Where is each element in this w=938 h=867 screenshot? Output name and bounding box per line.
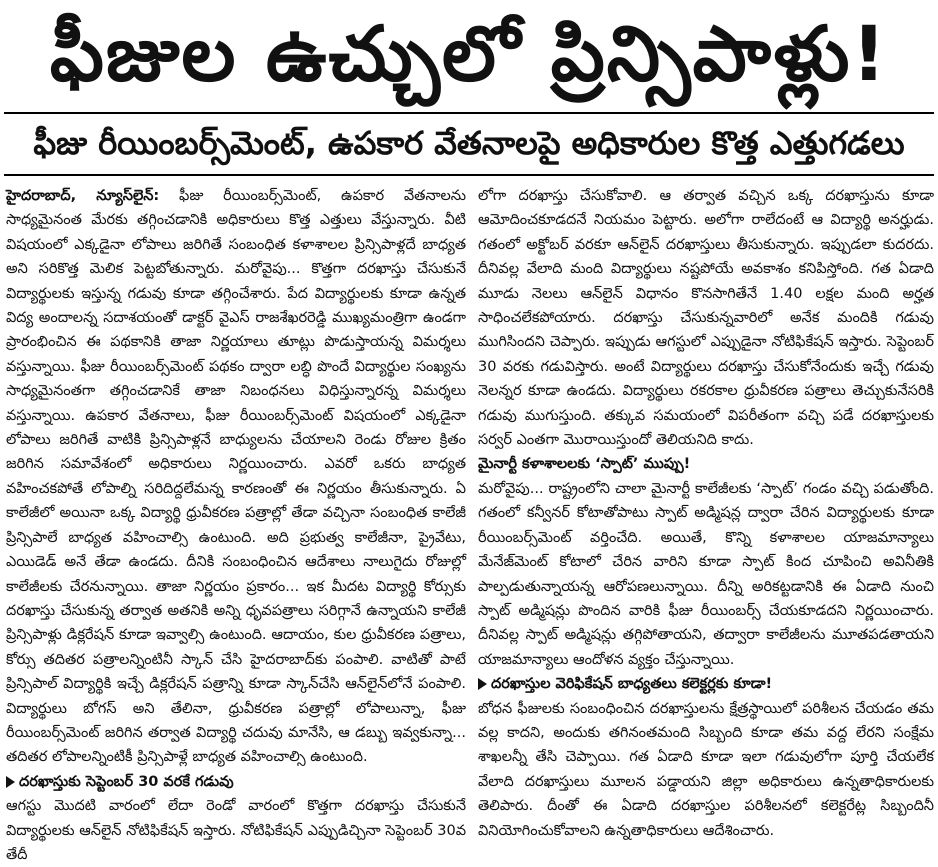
paragraph-continuation: లోగా దరఖాస్తు చేసుకోవాలి. ఆ తర్వాత వచ్చిన ఒక్క దరఖాస్తును కూడా ఆమోదించకూడదనే నియమం పెట్టారు. అలోగా రాలేదంటే ఆ విద్యార్థి అనర్హుడు. గతంలో అక్టోబర్ వరకూ ఆన్‌లైన్ దరఖాస్తులు తీసుకున్నారు. ఇప్పుడలా కుదరదు. దీనివల్ల వేలాది మంది విద్యార్థులు నష్టపోయే అవకాశం కనిపిస్తోంది. గత ఏడాది మూడు నెలలు ఆన్‌లైన్ విధానం కొనసాగితేనే 1.40 లక్షల మంది అర్హత సాధించలేకపోయారు. దరఖాస్తు చేసుకున్నవారిలో అనేక మందికి గడువు ముగిసిందని చెప్పారు. ఇప్పుడు ఆగస్టులో ఎప్పుడైనా నోటిఫికేషన్ ఇస్తారు. సెప్టెంబర్ 30 వరకు గడువిస్తారు. అంటే విద్యార్థులు దరఖాస్తు చేసుకోనేందుకు ఇచ్చే గడువు నెలన్నర కూడా ఉండదు. విద్యార్థులు రకరకాల ధ్రువీకరణ పత్రాలు తెచ్చుకునేసరికి గడువు ముగుస్తుంది. తక్కువ సమయంలో విపరీతంగా వచ్చి పడే దరఖాస్తులకు సర్వర్ ఎంతగా మొరాయిస్తుందో తెలియనిది కాదు. [478, 188, 934, 449]
subheadline: ఫీజు రీయింబర్స్‌మెంట్, ఉపకార వేతనాలపై అధికారుల కొత్త ఎత్తుగడలు [33, 124, 905, 162]
paragraph-deadline: ఆగస్టు మొదటి వారంలో లేదా రెండో వారంలో కొత్తగా దరఖాస్తు చేసుకునే విద్యార్థులకు ఆన్‌లైన్ నోటిఫికేషన్ ఇస్తారు. నోటిఫికేషన్ ఎప్పుడిచ్చినా సెప్టెంబర్ 30వ తేదీ [6, 798, 466, 863]
section-heading-verification [478, 672, 934, 696]
subheadline-divider [4, 174, 934, 176]
paragraph-minority: మరోవైపు... రాష్ట్రంలోని చాలా మైనార్టీ కాలేజీలకు ‘స్పాట్’ గండం వచ్చి పడుతోంది. గతంలో కన్వీనర్ కోటాతోపాటు స్పాట్ అడ్మిషన్ల ద్వారా చేరిన విద్యార్థులకు కూడా రీయింబర్స్‌మెంట్ వర్తించేది. అయితే, కొన్ని కళాశాలల యాజమాన్యాలు మేనేజ్‌మెంట్ కోటాలో చేరిన వారిని కూడా స్పాట్ కింద చూపించి అవినీతికి పాల్పడుతున్నాయన్న ఆరోపణలున్నాయి. దీన్ని అరికట్టడానికి ఈ ఏడాది నుంచి స్పాట్ అడ్మిషన్లు పొందిన వారికి ఫీజు రీయింబర్స్ చేయకూడదని నిర్ణయించారు. దీనివల్ల స్పాట్ అడ్మిషన్లు తగ్గిపోతాయని, తద్వారా కాలేజీలను మూతపడతాయని యాజమాన్యాలు ఆందోళన వ్యక్తం చేస్తున్నాయి. [478, 480, 934, 668]
triangle-bullet-icon [478, 678, 487, 690]
section-heading-verification-text: దరఖాస్తుల వెరిఫికేషన్ బాధ్యతలు కలెక్టర్లకు కూడా! [491, 676, 773, 693]
dateline: హైదరాబాద్, న్యూస్‌లైన్: [6, 188, 160, 204]
paragraph-intro-text: ఫీజు రీయింబర్స్‌మెంట్, ఉపకార వేతనాలను సాధ్యమైనంత మేరకు తగ్గించడానికి అధికారులు కొత్త ఎత్తులు వేస్తున్నారు. వీటి విషయంలో ఎక్కడైనా లోపాలు జరిగితే సంబంధిత కళాశాలల ప్రిన్సిపాళ్లదే బాధ్యత అని సరికొత్త మెలిక పెట్టబోతున్నారు. మరోవైపు... కొత్తగా దరఖాస్తు చేసుకునే విద్యార్థులకు ఇస్తున్న గడువు కూడా తగ్గించేశారు. పేద విద్యార్థులకు కూడా ఉన్నత విద్య అందాలన్న సదాశయంతో డాక్టర్ వైఎస్ రాజశేఖరరెడ్డి ముఖ్యమంత్రిగా ఉండగా ప్రారంభించిన ఈ పథకానికి తాజా నిర్ణయాలు తూట్లు పొడుస్తాయన్న విమర్శలు వస్తున్నాయి. ఫీజు రీయింబర్స్‌మెంట్ పథకం ద్వారా లబ్ధి పొందే విద్యార్థుల సంఖ్యను సాధ్యమైనంతగా తగ్గించడానికే తాజా నిబంధనలు విధిస్తున్నారన్న విమర్శలు వస్తున్నాయి. ఉపకార వేతనాలు, ఫీజు రీయింబర్స్‌మెంట్ విషయంలో ఎక్కడైనా లోపాలు జరిగితే వాటికి ప్రిన్సిపాళ్లనే బాధ్యులను చేయాలని రెండు రోజుల క్రితం జరిగిన సమావేశంలో అధికారులు నిర్ణయించారు. ఎవరో ఒకరు బాధ్యత వహించకపోతే లోపాల్ని సరిదిద్దలేమన్న కారణంతో ఈ నిర్ణయం తీసుకున్నారు. ఏ కాలేజీలో అయినా ఒక్క విద్యార్థి ధ్రువీకరణ పత్రాల్లో తేడా వచ్చినా సంబంధిత కాలేజీ ప్రిన్సిపాలే బాధ్యత వహించాల్సి ఉంటుంది. అది ప్రభుత్వ కాలేజీనా, ప్రైవేటు, ఎయిడెడ్ అనే తేడా ఉండదు. దీనికి సంబంధించిన ఆదేశాలు నాలుగైదు రోజుల్లో కాలేజీలకు చేరనున్నాయి. తాజా నిర్ణయం ప్రకారం... ఇక మీదట విద్యార్థి కోర్సుకు దరఖాస్తు చేసుకున్న తర్వాత అతనికి అన్ని ధృవపత్రాలు సరిగ్గానే ఉన్నాయని కాలేజీ ప్రిన్సిపాళ్లు డిక్లరేషన్ కూడా ఇవ్వాల్సి ఉంటుంది. ఆదాయం, కుల ధ్రువీకరణ పత్రాలు, కోర్సు తదితర పత్రాలన్నింటినీ స్కాన్ చేసి హైదరాబాద్‌కు పంపాలి. వాటితో పాటే ప్రిన్సిపాల్ విద్యార్థికి ఇచ్చే డిక్లరేషన్ పత్రాన్ని కూడా స్కాన్‌చేసి ఆన్‌లైన్‌లోనే పంపాలి. విద్యార్థులు బోగస్ అని తేలినా, ధ్రువీకరణ పత్రాల్లో లోపాలున్నా, ఫీజు రీయింబర్స్‌మెంట్ జరిగిన తర్వాత విద్యార్థి చదువు మానేసి, ఆ డబ్బు ఇవ్వకున్నా... తదితర లోపాలన్నింటికీ ప్రిన్సిపాళ్లే బాధ్యత వహించాల్సి ఉంటుంది. [6, 188, 466, 766]
triangle-bullet-icon [6, 776, 15, 788]
section-heading-minority-text: మైనార్టీ కళాశాలలకు ‘స్పాట్’ ముప్పు! [478, 456, 691, 473]
section-heading-deadline-text: దరఖాస్తుకు సెప్టెంబర్ 30 వరకే గడువు [19, 773, 234, 790]
paragraph-intro [6, 184, 466, 770]
paragraph-verification: బోధన ఫీజులకు సంబంధించిన దరఖాస్తులను క్షేత్రస్థాయిలో పరిశీలన చేయడం తమ వల్ల కాదని, అందుకు తగినంతమంది సిబ్బంది కూడా తమ వద్ద లేరని సంక్షేమ శాఖలన్నీ తేసి చెప్పాయి. గత ఏడాది కూడా ఇలా గడువులోగా పూర్తి చేయలేక వేలాది దరఖాస్తులు మూలన పడ్డాయని జిల్లా అధికారులు ఉన్నతాధికారులకు తెలిపారు. దీంతో ఈ ఏడాది దరఖాస్తుల పరిశీలనలో కలెక్టరేట్ల సిబ్బందినీ వినియోగించుకోవాలని ఉన్నతాధికారులు ఆదేశించారు. [478, 700, 934, 839]
section-heading-deadline [6, 770, 466, 794]
section-heading-minority [478, 452, 934, 476]
article-column-right [478, 184, 934, 839]
headline: ఫీజుల ఉచ్చులో ప్రిన్సిపాళ్లు! [49, 9, 889, 98]
article-column-left [6, 184, 466, 863]
